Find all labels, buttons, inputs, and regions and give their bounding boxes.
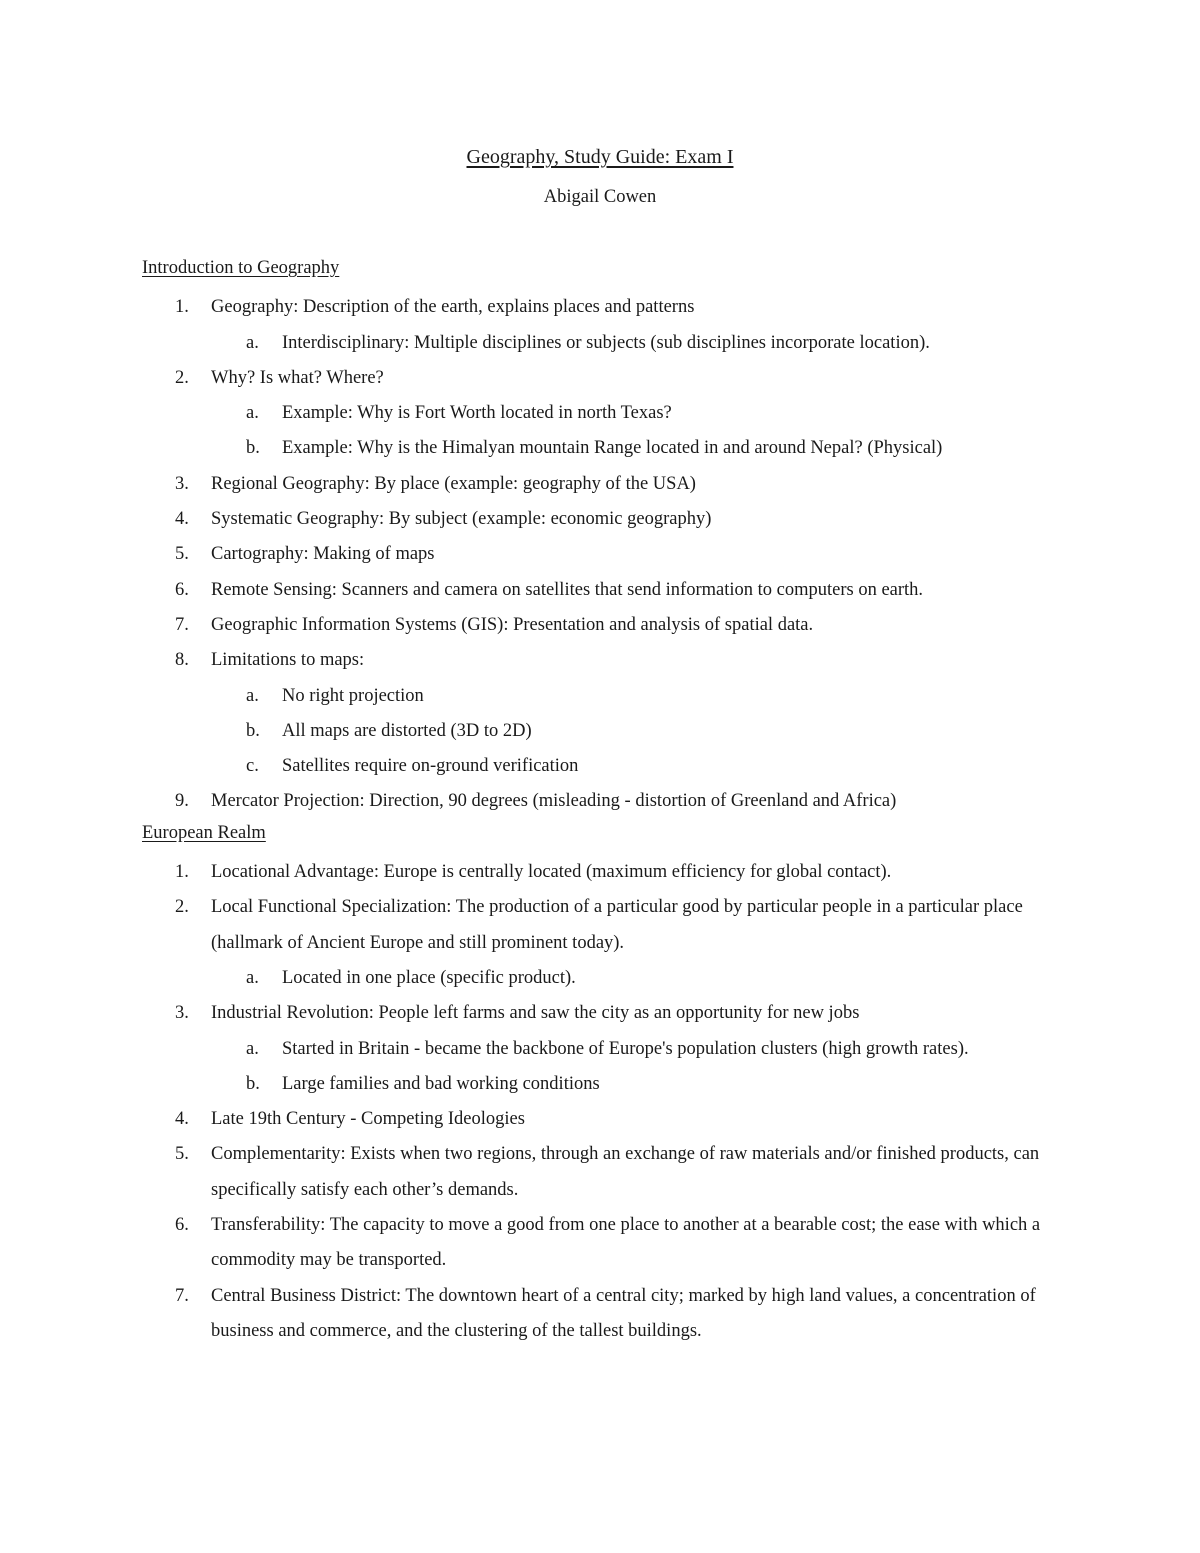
list-item: [142, 502, 1072, 537]
list-item-text: Geographic Information Systems (GIS): Presentation and analysis of spatial data.: [211, 614, 814, 635]
list-number: 6.: [175, 1215, 189, 1236]
list-item-text: Remote Sensing: Scanners and camera on satellites that send information to computers on earth.: [211, 579, 924, 600]
list-item: [142, 1208, 1072, 1279]
sub-list-item: [142, 396, 1072, 431]
sub-list-letter: c.: [246, 756, 259, 777]
list-item: [142, 1279, 1072, 1350]
list-item: [142, 643, 1072, 678]
list-number: 2.: [175, 367, 189, 388]
sub-list-letter: a.: [246, 967, 259, 988]
list-item-text: Why? Is what? Where?: [211, 367, 384, 388]
list-item: [142, 467, 1072, 502]
list-item-text: Central Business District: The downtown heart of a central city; marked by high land values, a concentration of business and commerce, and the clustering of the tallest buildings.: [211, 1285, 1036, 1341]
sub-list-item-text: Satellites require on-ground verification: [282, 756, 579, 777]
list-item: [142, 784, 1072, 819]
list-item: [142, 1137, 1072, 1208]
sub-list-letter: b.: [246, 438, 260, 459]
list-number: 7.: [175, 1285, 189, 1306]
list-item-text: Mercator Projection: Direction, 90 degrees (misleading - distortion of Greenland and Africa): [211, 791, 897, 812]
list-item-text: Locational Advantage: Europe is centrally located (maximum efficiency for global contact).: [211, 862, 892, 883]
sub-list-letter: a.: [246, 332, 259, 353]
list-item-text: Industrial Revolution: People left farms and saw the city as an opportunity for new jobs: [211, 1003, 860, 1024]
document-author: Abigail Cowen: [543, 187, 657, 207]
list-number: 2.: [175, 897, 189, 918]
list-number: 4.: [175, 509, 189, 530]
title-text: Geography, Study Guide: Exam I: [466, 146, 734, 168]
list-item-text: Limitations to maps:: [211, 650, 365, 671]
sub-list-item: [142, 431, 1072, 466]
list-number: 1.: [175, 862, 189, 883]
sub-list-item-text: All maps are distorted (3D to 2D): [282, 720, 532, 741]
sub-list-item: [142, 1067, 1072, 1102]
list-item: [142, 890, 1072, 961]
sub-list-letter: a.: [246, 403, 259, 424]
list-item: [142, 855, 1072, 890]
sub-list-item: [142, 1032, 1072, 1067]
sub-list-letter: b.: [246, 720, 260, 741]
sub-list-item-text: Example: Why is Fort Worth located in north Texas?: [282, 403, 672, 424]
list-item: [142, 537, 1072, 572]
list-number: 9.: [175, 791, 189, 812]
list-number: 6.: [175, 579, 189, 600]
sub-list-item: [142, 749, 1072, 784]
list-number: 7.: [175, 614, 189, 635]
sub-list-item-text: Located in one place (specific product).: [282, 967, 576, 988]
list-item-text: Transferability: The capacity to move a good from one place to another at a bearable cost; the ease with which a commodity may be transported.: [211, 1215, 1041, 1271]
list-number: 3.: [175, 473, 189, 494]
list-item: [142, 573, 1072, 608]
sub-list-item-text: Started in Britain - became the backbone of Europe's population clusters (high growth rates).: [282, 1038, 969, 1059]
list-number: 1.: [175, 297, 189, 318]
sub-list-item-text: No right projection: [282, 685, 424, 706]
list-item-text: Cartography: Making of maps: [211, 544, 435, 565]
document-body: [142, 255, 1072, 1349]
sub-list-item-text: Interdisciplinary: Multiple disciplines or subjects (sub disciplines incorporate location).: [282, 332, 930, 353]
list-item: [142, 996, 1072, 1031]
list-item-text: Complementarity: Exists when two regions, through an exchange of raw materials and/or finished products, can specifically satisfy each other’s demands.: [211, 1144, 1040, 1200]
section-heading: European Realm: [142, 822, 266, 843]
sub-list-letter: a.: [246, 685, 259, 706]
list-item-text: Geography: Description of the earth, explains places and patterns: [211, 297, 695, 318]
list-number: 8.: [175, 650, 189, 671]
sub-list-letter: a.: [246, 1038, 259, 1059]
sub-list-item-text: Large families and bad working conditions: [282, 1073, 600, 1094]
list-item-text: Local Functional Specialization: The production of a particular good by particular people in a particular place (hallmark of Ancient Europe and still prominent today).: [211, 897, 1023, 953]
sub-list-item-text: Example: Why is the Himalyan mountain Range located in and around Nepal? (Physical): [282, 438, 943, 459]
list-number: 4.: [175, 1109, 189, 1130]
list-item: [142, 361, 1072, 396]
list-number: 5.: [175, 1144, 189, 1165]
sub-list-letter: b.: [246, 1073, 260, 1094]
list-item-text: Regional Geography: By place (example: geography of the USA): [211, 473, 696, 494]
list-number: 5.: [175, 544, 189, 565]
sub-list-item: [142, 714, 1072, 749]
document-title: [0, 144, 1200, 170]
list-number: 3.: [175, 1003, 189, 1024]
list-item-text: Late 19th Century - Competing Ideologies: [211, 1109, 525, 1130]
sub-list-item: [142, 961, 1072, 996]
list-item: [142, 608, 1072, 643]
list-item-text: Systematic Geography: By subject (example: economic geography): [211, 509, 712, 530]
list-item: [142, 1102, 1072, 1137]
list-item: [142, 290, 1072, 325]
sub-list-item: [142, 679, 1072, 714]
sub-list-item: [142, 326, 1072, 361]
section-heading: Introduction to Geography: [142, 258, 340, 278]
